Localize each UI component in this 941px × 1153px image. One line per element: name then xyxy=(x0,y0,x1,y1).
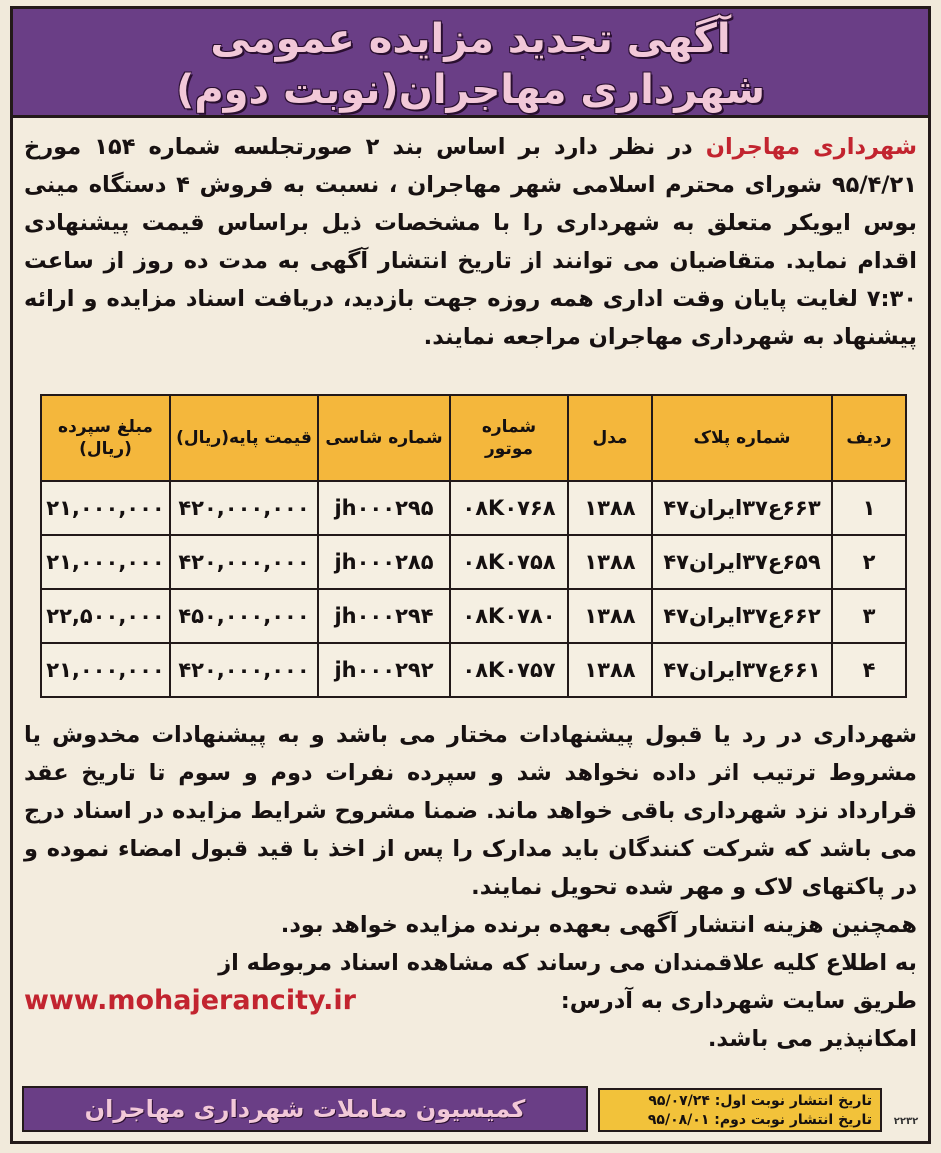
intro-paragraph xyxy=(24,128,917,356)
cell-base-price: ۴۵۰,۰۰۰,۰۰۰ xyxy=(170,589,318,643)
cell-deposit: ۲۱,۰۰۰,۰۰۰ xyxy=(41,481,170,535)
intro-text: در نظر دارد بر اساس بند ۲ صورتجلسه شماره ۱۵۴ مورخ ۹۵/۴/۲۱ شورای محترم اسلامی شهر مهاجران ، نسبت به فروش ۴ دستگاه مینی بوس ایویکر متعلق به شهرداری را با مشخصات ذیل براساس قیمت پیشنهادی اقدام نماید. متقاضیان می توانند از تاریخ انتشار آگهی به مدت ده روز از ساعت ۷:۳۰ لغایت پایان وقت اداری همه روزه جهت بازدید، دریافت اسناد مزایده و ارائه پیشنهاد به شهرداری مهاجران مراجعه نمایند. xyxy=(24,134,917,350)
cost-text: همچنین هزینه انتشار آگهی بعهده برنده مزایده خواهد بود. xyxy=(280,912,917,938)
cell-engine: ۰۸K۰۷۶۸ xyxy=(450,481,568,535)
table-row xyxy=(41,643,906,697)
header-deposit: مبلغ سپرده (ریال) xyxy=(41,395,170,481)
cell-chassis: jh۰۰۰۲۹۵ xyxy=(318,481,450,535)
header-plate: شماره پلاک xyxy=(652,395,832,481)
cell-row-number: ۲ xyxy=(832,535,906,589)
municipality-name: شهرداری مهاجران xyxy=(705,134,917,160)
cell-model: ۱۳۸۸ xyxy=(568,589,652,643)
terms-text: شهرداری در رد یا قبول پیشنهادات مختار می باشد و به پیشنهادات مخدوش یا مشروط ترتیب اثر داده نخواهد شد و سپرده نفرات دوم و سوم تا تاریخ عقد قرارداد نزد شهرداری باقی خواهد ماند. ضمنا مشروح شرایط مزایده در اسناد درج می باشد که شرکت کنندگان باید مدارک را پس از اخذ با قید قبول امضاء نموده و در پاکتهای لاک و مهر شده تحویل نمایند. xyxy=(24,722,917,900)
table-header-row xyxy=(41,395,906,481)
publication-dates xyxy=(598,1088,882,1132)
header-row-number: ردیف xyxy=(832,395,906,481)
commission-name: کمیسیون معاملات شهرداری مهاجران xyxy=(84,1095,526,1123)
cell-row-number: ۴ xyxy=(832,643,906,697)
header-engine: شماره موتور xyxy=(450,395,568,481)
cell-plate: ۶۶۲ع۳۷ایران۴۷ xyxy=(652,589,832,643)
notice-header xyxy=(10,6,931,118)
notice-code: ۲۲۳۲ xyxy=(893,1116,919,1127)
cell-engine: ۰۸K۰۷۵۸ xyxy=(450,535,568,589)
cell-chassis: jh۰۰۰۲۸۵ xyxy=(318,535,450,589)
website-line xyxy=(24,982,917,1020)
cell-model: ۱۳۸۸ xyxy=(568,481,652,535)
notice-title: آگهی تجدید مزایده عمومی xyxy=(210,16,731,62)
availability-text: امکانپذیر می باشد. xyxy=(707,1026,917,1052)
vehicles-table xyxy=(40,394,907,698)
cell-deposit: ۲۱,۰۰۰,۰۰۰ xyxy=(41,643,170,697)
first-publication-date: تاریخ انتشار نوبت اول: ۹۵/۰۷/۲۴ xyxy=(648,1093,872,1109)
notice-text: به اطلاع کلیه علاقمندان می رساند که مشاهده اسناد مربوطه از xyxy=(218,950,917,976)
website-link[interactable]: www.mohajerancity.ir xyxy=(24,985,356,1016)
website-label: طریق سایت شهرداری به آدرس: xyxy=(560,988,917,1014)
terms-paragraph xyxy=(24,716,917,1058)
cell-model: ۱۳۸۸ xyxy=(568,535,652,589)
table-row xyxy=(41,535,906,589)
cell-base-price: ۴۲۰,۰۰۰,۰۰۰ xyxy=(170,481,318,535)
cell-base-price: ۴۲۰,۰۰۰,۰۰۰ xyxy=(170,535,318,589)
commission-banner xyxy=(22,1086,588,1132)
cell-chassis: jh۰۰۰۲۹۲ xyxy=(318,643,450,697)
table-row xyxy=(41,481,906,535)
cell-plate: ۶۶۱ع۳۷ایران۴۷ xyxy=(652,643,832,697)
table-row xyxy=(41,589,906,643)
cell-engine: ۰۸K۰۷۵۷ xyxy=(450,643,568,697)
cell-row-number: ۳ xyxy=(832,589,906,643)
cell-base-price: ۴۲۰,۰۰۰,۰۰۰ xyxy=(170,643,318,697)
cell-deposit: ۲۱,۰۰۰,۰۰۰ xyxy=(41,535,170,589)
notice-subtitle: شهرداری مهاجران(نوبت دوم) xyxy=(176,67,765,113)
second-publication-date: تاریخ انتشار نوبت دوم: ۹۵/۰۸/۰۱ xyxy=(647,1112,872,1128)
header-chassis: شماره شاسی xyxy=(318,395,450,481)
cell-deposit: ۲۲,۵۰۰,۰۰۰ xyxy=(41,589,170,643)
cell-engine: ۰۸K۰۷۸۰ xyxy=(450,589,568,643)
cell-row-number: ۱ xyxy=(832,481,906,535)
cell-plate: ۶۵۹ع۳۷ایران۴۷ xyxy=(652,535,832,589)
header-model: مدل xyxy=(568,395,652,481)
cell-plate: ۶۶۳ع۳۷ایران۴۷ xyxy=(652,481,832,535)
cell-chassis: jh۰۰۰۲۹۴ xyxy=(318,589,450,643)
cell-model: ۱۳۸۸ xyxy=(568,643,652,697)
header-base-price: قیمت پایه(ریال) xyxy=(170,395,318,481)
